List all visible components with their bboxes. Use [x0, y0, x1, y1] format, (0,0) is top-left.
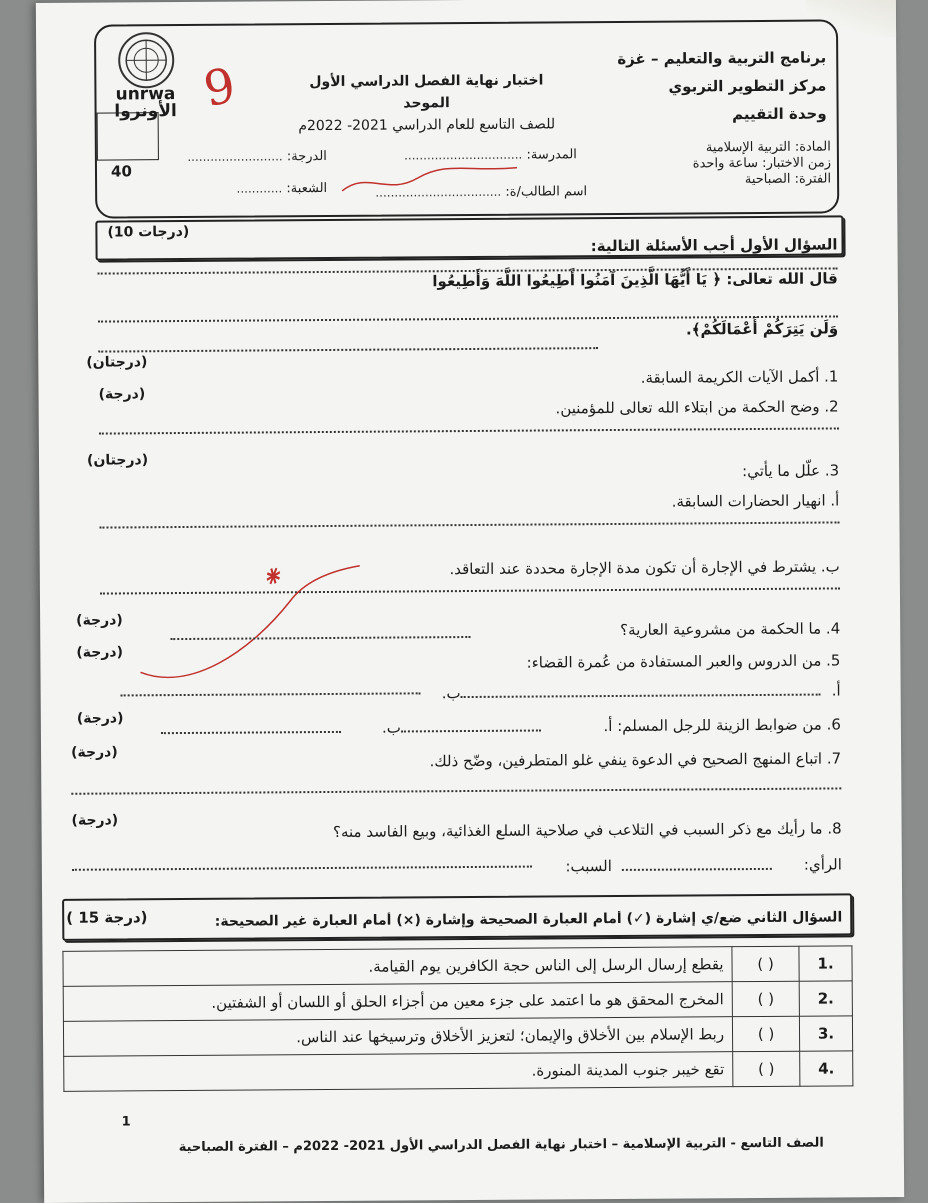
- school-field[interactable]: المدرسة: ...............................: [337, 147, 577, 164]
- program-name: برنامج التربية والتعليم – غزة: [606, 44, 826, 74]
- answer-cell[interactable]: ( ): [733, 1051, 800, 1086]
- answer-line[interactable]: [99, 521, 839, 528]
- item-mark: (درجة): [71, 744, 118, 760]
- item-mark: (درجة): [99, 386, 146, 402]
- q1-item-6: 6. من ضوابط الزينة للرجل المسلم: أ.: [541, 715, 841, 735]
- red-annotation: ⁕: [253, 558, 290, 598]
- item-mark: (درجتان): [86, 354, 147, 370]
- q1-title: السؤال الأول أجب الأسئلة التالية:: [507, 235, 837, 255]
- table-row: [64, 1051, 853, 1092]
- q2-title: السؤال الثاني ضع/ي إشارة (✓) أمام العبارة الصحيحة وإشارة (×) أمام العبارة غير الصحيحة:: [212, 909, 842, 929]
- red-checkmark-stroke: [130, 561, 371, 693]
- answer-cell[interactable]: ( ): [732, 946, 799, 981]
- statement: المخرج المحقق هو ما اعتمد على جزء معين من أجزاء الحلق أو اللسان أو الشفتين.: [63, 982, 732, 1022]
- answer-cell[interactable]: ( ): [732, 981, 799, 1016]
- item-mark: (درجتان): [87, 452, 148, 468]
- student-label: اسم الطالب/ة:: [505, 184, 587, 200]
- q1-item-4: 4. ما الحكمة من مشروعية العارية؟: [470, 619, 840, 640]
- verse-intro: قال الله تعالى: ﴿ يَا أَيُّهَا الَّذِينَ آمَنُوا أَطِيعُوا اللَّهَ وَأَطِيعُوا: [378, 269, 838, 290]
- row-number: .3: [799, 1016, 852, 1051]
- q1-item-7: 7. اتباع المنهج الصحيح في الدعوة ينفي غلو المتطرفين، وضّح ذلك.: [341, 749, 841, 770]
- q2-marks: ( 15 درجة): [66, 908, 147, 927]
- footer-text: الصف التاسع - التربية الإسلامية – اختبار نهاية الفصل الدراسي الأول 2021- 2022م – الفترة الصباحية: [179, 1136, 824, 1156]
- row-number: .4: [800, 1051, 853, 1086]
- q1-item-8: 8. ما رأيك مع ذكر السبب في التلاعب في صلاحية السلع الغذائية، وبيع الفاسد منه؟: [232, 819, 842, 841]
- answer-line[interactable]: [98, 347, 598, 352]
- answer-line[interactable]: [401, 730, 541, 733]
- grade-field[interactable]: الدرجة: .........................: [167, 149, 327, 165]
- q1-item-3: 3. علّل ما يأتي:: [599, 461, 839, 481]
- q1-item-5: 5. من الدروس والعبر المستفادة من عُمرة القضاء:: [440, 651, 840, 672]
- table-row: [63, 981, 852, 1022]
- page-number: 1: [122, 1114, 131, 1129]
- item-mark: (درجة): [76, 612, 123, 628]
- exam-heading: [286, 69, 566, 137]
- section-field[interactable]: الشعبة: ............: [187, 181, 327, 197]
- header-meta: [651, 139, 831, 188]
- section-label: الشعبة:: [286, 181, 327, 196]
- opinion-label: الرأي:: [782, 855, 842, 873]
- answer-cell[interactable]: ( ): [732, 1016, 799, 1051]
- un-emblem-icon: [118, 32, 174, 88]
- q1-item-3b: ب. يشترط في الإجارة أن تكون مدة الإجارة محددة عند التعاقد.: [240, 557, 840, 579]
- grade-label: الدرجة:: [287, 149, 327, 164]
- answer-line[interactable]: [121, 692, 421, 696]
- period: الفترة: الصباحية: [651, 171, 831, 188]
- grade-box: [97, 112, 159, 160]
- q1-item-5a: أ.: [721, 681, 841, 700]
- item-mark: (درجة): [76, 644, 123, 660]
- true-false-table: [62, 945, 853, 1092]
- logo-en: unrwa: [100, 86, 190, 104]
- answer-line[interactable]: [161, 731, 341, 734]
- exam-paper: [36, 0, 904, 1203]
- item-mark: (درجة): [77, 710, 124, 726]
- q1-item-6b-label: ب.: [341, 718, 401, 736]
- verse-end: وَلَن يَتِرَكُمْ أَعْمَالَكُمْ﴾.: [598, 319, 838, 339]
- subject: المادة: التربية الإسلامية: [651, 139, 831, 156]
- red-signature: [337, 160, 527, 201]
- q1-item-3a: أ. انهيار الحضارات السابقة.: [479, 491, 839, 512]
- school-label: المدرسة:: [526, 147, 577, 162]
- table-row: [63, 946, 852, 987]
- exam-subtitle: للصف التاسع للعام الدراسي 2021- 2022م: [287, 113, 567, 137]
- student-name-field[interactable]: اسم الطالب/ة: .................................: [337, 184, 587, 201]
- statement: يقطع إرسال الرسل إلى الناس حجة الكافرين يوم القيامة.: [63, 947, 732, 987]
- item-mark: (درجة): [71, 812, 118, 828]
- header-org: [606, 44, 827, 130]
- answer-line[interactable]: [71, 787, 841, 794]
- logo-ar: الأونروا: [101, 103, 191, 121]
- row-number: .1: [799, 946, 852, 981]
- answer-line[interactable]: [99, 427, 839, 434]
- reason-label: السبب:: [542, 857, 612, 875]
- table-row: [63, 1016, 852, 1057]
- q1-item-5b-label: ب.: [421, 684, 461, 702]
- statement: ربط الإسلام بين الأخلاق والإيمان؛ لتعزيز الأخلاق وترسيخها عند الناس.: [63, 1017, 732, 1057]
- statement: تقع خيبر جنوب المدينة المنورة.: [64, 1052, 733, 1092]
- exam-title: اختبار نهاية الفصل الدراسي الأول الموحد: [286, 69, 566, 115]
- unit-name: وحدة التقييم: [607, 99, 827, 129]
- opinion-answer-line[interactable]: [622, 868, 772, 871]
- footer: [124, 1136, 824, 1156]
- center-name: مركز التطوير التربوي: [606, 71, 826, 101]
- duration: زمن الاختبار: ساعة واحدة: [651, 155, 831, 172]
- q1-item-1: 1. أكمل الآيات الكريمة السابقة.: [468, 367, 838, 388]
- red-score: 9: [200, 57, 240, 118]
- total-grade: 40: [111, 162, 132, 180]
- q1-marks: (10 درجات): [107, 224, 189, 241]
- row-number: .2: [799, 981, 852, 1016]
- reason-answer-line[interactable]: [72, 866, 532, 871]
- q1-item-2: 2. وضح الحكمة من ابتلاء الله تعالى للمؤمنين.: [419, 397, 839, 418]
